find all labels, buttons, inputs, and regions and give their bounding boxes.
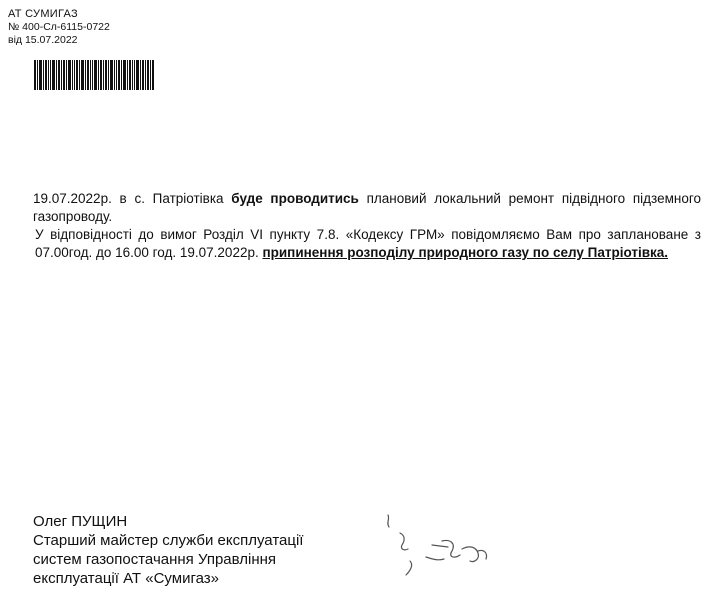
signatory-name: Олег ПУЩИН — [33, 513, 128, 530]
paragraph-1-tail: плановий локальний ремонт підвідного підземного газопроводу. — [33, 191, 701, 224]
stamp-date: від 15.07.2022 — [8, 34, 78, 46]
signatory-title-line-2: систем газопостачання Управління — [33, 551, 277, 568]
handwritten-signature-icon — [380, 505, 530, 585]
notice-paragraph-2 — [33, 226, 701, 262]
stamp-organization: АТ СУМИГАЗ — [8, 8, 78, 20]
stamp-reference-number: № 400-Сл-6115-0722 — [8, 21, 110, 33]
gas-suspension-notice: припинення розподілу природного газу по селу Патріотівка. — [262, 245, 669, 260]
barcode-icon — [34, 60, 154, 90]
signatory-title-line-1: Старший майстер служби експлуатації — [33, 532, 304, 549]
notice-body — [33, 190, 701, 262]
paragraph-2-lead: У відповідності до вимог Розділ VI пункту 7.8. «Кодексу ГРМ» повідомляємо Вам про заплановане з 07.00год. до 16.00 год. 19.07.2022р. — [35, 227, 701, 260]
notice-paragraph-1 — [33, 190, 701, 226]
registration-stamp — [8, 8, 148, 47]
signatory-title-line-3: експлуатації АТ «Сумигаз» — [33, 570, 219, 587]
paragraph-1-bold: буде проводитись — [231, 191, 359, 206]
paragraph-1-lead: 19.07.2022р. в с. Патріотівка — [33, 191, 232, 206]
signature-block — [33, 512, 373, 588]
